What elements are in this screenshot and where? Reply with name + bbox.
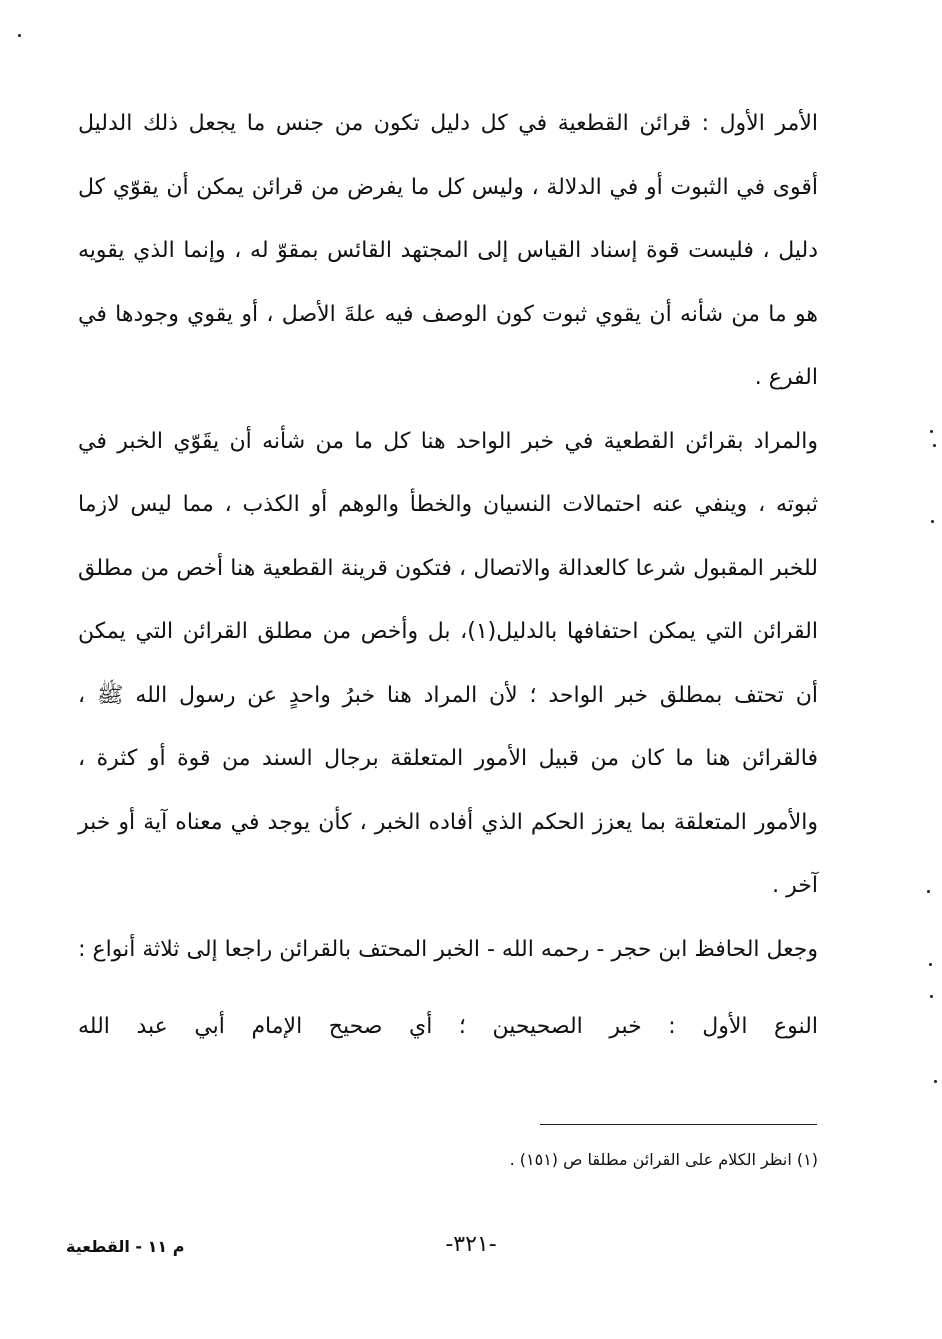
scan-speck (933, 444, 936, 447)
signature-mark: م ١١ - القطعية (66, 1237, 185, 1256)
scan-speck (930, 995, 933, 998)
scan-speck (929, 963, 932, 966)
main-text (78, 92, 818, 1059)
paragraph-ibn-hajar: وجعل الحافظ ابن حجر - رحمه الله - الخبر المحتف بالقرائن راجعا إلى ثلاثة أنواع : (78, 936, 818, 962)
footnote-separator (540, 1124, 817, 1125)
scan-speck (927, 890, 930, 893)
paragraph-first-type: النوع الأول : خبر الصحيحين ؛ أي صحيح الإمام أبي عبد الله (78, 1014, 818, 1039)
scan-speck (931, 520, 934, 523)
paragraph-first-matter: الأمر الأول : قرائن القطعية في كل دليل تكون من جنس ما يجعل ذلك الدليل أقوى في الثبوت أو في الدلالة ، وليس كل ما يفرض من قرائن يمكن أن يقوّي كل دليل ، فليست قوة إسناد القياس إلى المجتهد القائس بمقوّ له ، وإنما الذي يقويه هو ما من شأنه أن يقوي ثبوت كون الوصف فيه علةَ الأصل ، أو يقوي وجودها في الفرع . (78, 111, 818, 390)
scan-speck (934, 1080, 937, 1083)
footnote: (١) انظر الكلام على القرائن مطلقا ص (١٥١) . (509, 1150, 818, 1169)
page-number: -٣٢١- (445, 1232, 497, 1257)
scan-speck (930, 430, 933, 433)
paragraph-meaning-of-indicators: والمراد بقرائن القطعية في خبر الواحد هنا كل ما من شأنه أن يقَوّي الخبر في ثبوته ، وينفي عنه احتمالات النسيان والخطأ والوهم أو الكذب ، مما ليس لازما للخبر المقبول شرعا كالعدالة والاتصال ، فتكون قرينة القطعية هنا أخص من مطلق القرائن التي يمكن احتفافها بالدليل(١)، بل وأخص من مطلق القرائن التي يمكن أن تحتف بمطلق خبر الواحد ؛ لأن المراد هنا خبرُ واحدٍ عن رسول الله ﷺ ، فالقرائن هنا ما كان من قبيل الأمور المتعلقة برجال السند من قوة أو كثرة ، والأمور المتعلقة بما يعزز الحكم الذي أفاده الخبر ، كأن يوجد في معناه آية أو خبر آخر . (78, 428, 818, 898)
scan-speck (18, 34, 21, 37)
